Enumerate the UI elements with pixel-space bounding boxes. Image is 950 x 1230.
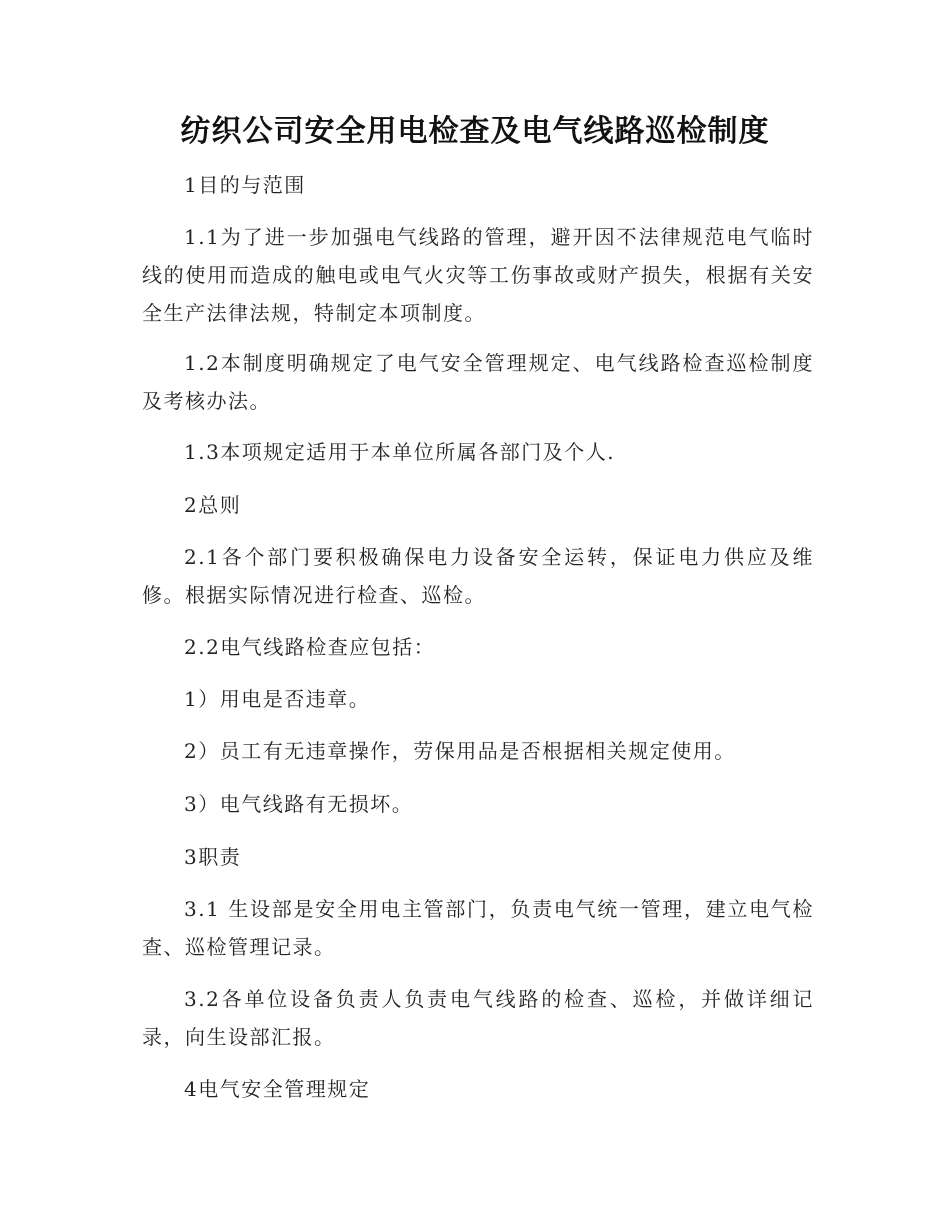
- paragraph-3-2: 3.2各单位设备负责人负责电气线路的检查、巡检，并做详细记录，向生设部汇报。: [142, 987, 814, 1049]
- list-item-3: 3）电气线路有无损坏。: [184, 792, 414, 816]
- list-item-1: 1）用电是否违章。: [184, 687, 371, 711]
- paragraph-1-1: 1.1为了进一步加强电气线路的管理，避开因不法律规范电气临时线的使用而造成的触电或电气火灾等工伤事故或财产损失，根据有关安全生产法律法规，特制定本项制度。: [142, 225, 814, 325]
- section-heading-4: 4电气安全管理规定: [184, 1077, 371, 1101]
- paragraph-2-1: 2.1各个部门要积极确保电力设备安全运转，保证电力供应及维修。根据实际情况进行检查、巡检。: [142, 545, 814, 607]
- paragraph-2-2: 2.2电气线路检查应包括：: [184, 635, 436, 659]
- paragraph-3-1: 3.1 生设部是安全用电主管部门，负责电气统一管理，建立电气检查、巡检管理记录。: [142, 897, 814, 959]
- section-heading-3: 3职责: [184, 845, 242, 869]
- section-heading-2: 2总则: [184, 493, 242, 517]
- document-title: 纺织公司安全用电检查及电气线路巡检制度: [180, 114, 770, 149]
- list-item-2: 2）员工有无违章操作，劳保用品是否根据相关规定使用。: [184, 739, 736, 763]
- section-heading-1: 1目的与范围: [184, 173, 306, 197]
- paragraph-1-3: 1.3本项规定适用于本单位所属各部门及个人.: [184, 440, 616, 464]
- paragraph-1-2: 1.2本制度明确规定了电气安全管理规定、电气线路检查巡检制度及考核办法。: [142, 351, 814, 413]
